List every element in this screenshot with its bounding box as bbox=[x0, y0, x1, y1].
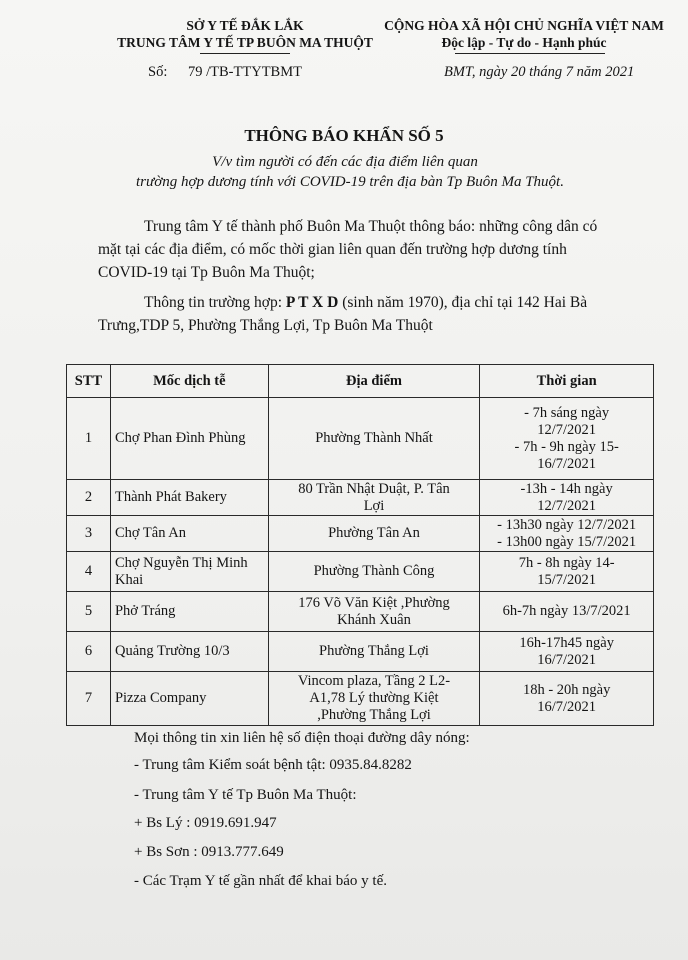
cell-moc-dich-te-line: Thành Phát Bakery bbox=[114, 489, 227, 505]
cell-dia-diem bbox=[268, 552, 480, 592]
table-row bbox=[67, 480, 654, 516]
cell-dia-diem-line: Vincom plaza, Tầng 2 L2- bbox=[297, 673, 451, 689]
intro-line-1: Trung tâm Y tế thành phố Buôn Ma Thuột thông báo: những công dân có bbox=[144, 218, 598, 235]
cell-thoi-gian-line: 16/7/2021 bbox=[537, 455, 597, 472]
case-info-line-1 bbox=[144, 291, 587, 314]
hotline-stations: - Các Trạm Y tế gần nhất để khai báo y tế. bbox=[134, 873, 387, 889]
table-row bbox=[67, 632, 654, 672]
table-row bbox=[67, 672, 654, 726]
cell-thoi-gian-line: - 7h - 9h ngày 15- bbox=[514, 438, 619, 455]
cell-dia-diem-line: ,Phường Thắng Lợi bbox=[317, 707, 431, 723]
cell-thoi-gian-line: 6h-7h ngày 13/7/2021 bbox=[502, 603, 631, 619]
cell-thoi-gian bbox=[480, 672, 654, 726]
cell-dia-diem bbox=[268, 672, 480, 726]
document-number-label: Số: bbox=[148, 64, 168, 80]
cell-thoi-gian bbox=[480, 632, 654, 672]
table-row bbox=[67, 516, 654, 552]
hotline-cdc: - Trung tâm Kiểm soát bệnh tật: 0935.84.8282 bbox=[134, 757, 412, 773]
cell-thoi-gian-line: 15/7/2021 bbox=[537, 571, 597, 588]
department-name: SỞ Y TẾ ĐẮK LẮK bbox=[186, 18, 304, 33]
cell-thoi-gian bbox=[480, 552, 654, 592]
hotline-bs-son: + Bs Sơn : 0913.777.649 bbox=[134, 844, 284, 860]
subtitle-line-2: trường hợp dương tính với COVID-19 trên địa bàn Tp Buôn Ma Thuột. bbox=[136, 174, 564, 190]
cell-dia-diem-line: A1,78 Lý thường Kiệt bbox=[309, 690, 439, 706]
cell-moc-dich-te bbox=[110, 480, 268, 516]
cell-dia-diem-line: Phường Tân An bbox=[328, 525, 420, 541]
locations-table bbox=[66, 364, 654, 726]
cell-thoi-gian bbox=[480, 592, 654, 632]
table-header-row bbox=[67, 365, 654, 398]
cell-moc-dich-te bbox=[110, 552, 268, 592]
cell-moc-dich-te-line: Quảng Trường 10/3 bbox=[114, 643, 230, 659]
header-dia-diem: Địa điểm bbox=[268, 365, 480, 398]
cell-moc-dich-te-line: Pizza Company bbox=[114, 690, 207, 706]
cell-thoi-gian-line: 16h-17h45 ngày bbox=[519, 634, 614, 651]
cell-dia-diem bbox=[268, 516, 480, 552]
cell-stt: 1 bbox=[67, 398, 111, 480]
national-motto: Độc lập - Tự do - Hạnh phúc bbox=[441, 35, 607, 50]
cell-moc-dich-te bbox=[110, 632, 268, 672]
cell-stt: 4 bbox=[67, 552, 111, 592]
center-name: TRUNG TÂM Y TẾ TP BUÔN MA THUỘT bbox=[117, 35, 373, 50]
cell-moc-dich-te bbox=[110, 672, 268, 726]
table-row bbox=[67, 552, 654, 592]
cell-thoi-gian-line: 16/7/2021 bbox=[537, 698, 597, 715]
document-date: BMT, ngày 20 tháng 7 năm 2021 bbox=[444, 64, 635, 80]
cell-stt: 6 bbox=[67, 632, 111, 672]
table-row bbox=[67, 592, 654, 632]
cell-moc-dich-te-line: Chợ Tân An bbox=[114, 525, 187, 541]
right-header-rule bbox=[455, 53, 605, 54]
table-row bbox=[67, 398, 654, 480]
cell-moc-dich-te bbox=[110, 592, 268, 632]
cell-stt: 3 bbox=[67, 516, 111, 552]
cell-thoi-gian-line: 12/7/2021 bbox=[537, 497, 597, 514]
cell-dia-diem-line: Phường Thành Công bbox=[313, 563, 435, 579]
cell-dia-diem bbox=[268, 398, 480, 480]
header-thoi-gian: Thời gian bbox=[480, 365, 654, 398]
header-moc-dich-te: Mốc dịch tễ bbox=[110, 365, 268, 398]
cell-dia-diem bbox=[268, 592, 480, 632]
cell-thoi-gian-line: -13h - 14h ngày bbox=[520, 480, 613, 497]
cell-thoi-gian-line: 18h - 20h ngày bbox=[522, 681, 611, 698]
cell-moc-dich-te-line: Chợ Phan Đình Phùng bbox=[114, 430, 246, 446]
hotline-center: - Trung tâm Y tế Tp Buôn Ma Thuột: bbox=[134, 787, 357, 803]
cell-moc-dich-te bbox=[110, 398, 268, 480]
cell-thoi-gian-line: 7h - 8h ngày 14- bbox=[518, 554, 615, 571]
cell-dia-diem-line: Khánh Xuân bbox=[337, 611, 411, 628]
cell-thoi-gian bbox=[480, 516, 654, 552]
cell-stt: 5 bbox=[67, 592, 111, 632]
cell-thoi-gian-line: - 13h00 ngày 15/7/2021 bbox=[497, 533, 637, 550]
cell-moc-dich-te-line: Chợ Nguyễn Thị Minh bbox=[114, 554, 248, 571]
document-title: THÔNG BÁO KHẨN SỐ 5 bbox=[244, 126, 444, 145]
document-number: 79 /TB-TTYTBMT bbox=[188, 64, 302, 80]
national-title: CỘNG HÒA XÃ HỘI CHỦ NGHĨA VIỆT NAM bbox=[384, 18, 664, 33]
case-info-prefix: Thông tin trường hợp: bbox=[144, 294, 286, 311]
cell-thoi-gian-line: - 13h30 ngày 12/7/2021 bbox=[497, 516, 637, 533]
cell-moc-dich-te-line: Phở Tráng bbox=[114, 603, 176, 619]
case-info-suffix: (sinh năm 1970), địa chỉ tại 142 Hai Bà bbox=[338, 294, 588, 311]
left-header-rule bbox=[200, 53, 290, 54]
cell-thoi-gian-line: 12/7/2021 bbox=[537, 421, 597, 438]
intro-line-2: mặt tại các địa điểm, có mốc thời gian liên quan đến trường hợp dương tính bbox=[98, 241, 567, 258]
cell-dia-diem-line: Phường Thắng Lợi bbox=[319, 643, 429, 659]
cell-stt: 7 bbox=[67, 672, 111, 726]
cell-thoi-gian-line: - 7h sáng ngày bbox=[524, 404, 610, 421]
header-stt: STT bbox=[67, 365, 111, 398]
cell-moc-dich-te bbox=[110, 516, 268, 552]
case-name: P T X D bbox=[285, 294, 339, 311]
cell-dia-diem-line: Phường Thành Nhất bbox=[315, 430, 433, 446]
intro-line-3: COVID-19 tại Tp Buôn Ma Thuột; bbox=[98, 264, 315, 281]
cell-dia-diem bbox=[268, 480, 480, 516]
cell-dia-diem-line: Lợi bbox=[363, 497, 385, 514]
cell-dia-diem-line: 80 Trần Nhật Duật, P. Tân bbox=[298, 480, 450, 497]
cell-thoi-gian-line: 16/7/2021 bbox=[537, 651, 597, 668]
cell-stt: 2 bbox=[67, 480, 111, 516]
case-info-line-2: Trưng,TDP 5, Phường Thắng Lợi, Tp Buôn Ma Thuột bbox=[98, 317, 433, 334]
hotline-bs-ly: + Bs Lý : 0919.691.947 bbox=[134, 815, 277, 831]
subtitle-line-1: V/v tìm người có đến các địa điểm liên quan bbox=[212, 154, 478, 170]
cell-thoi-gian bbox=[480, 480, 654, 516]
hotline-intro: Mọi thông tin xin liên hệ số điện thoại đường dây nóng: bbox=[134, 730, 470, 746]
cell-moc-dich-te-line: Khai bbox=[114, 571, 144, 588]
cell-dia-diem-line: 176 Võ Văn Kiệt ,Phường bbox=[298, 594, 450, 611]
cell-thoi-gian bbox=[480, 398, 654, 480]
cell-dia-diem bbox=[268, 632, 480, 672]
